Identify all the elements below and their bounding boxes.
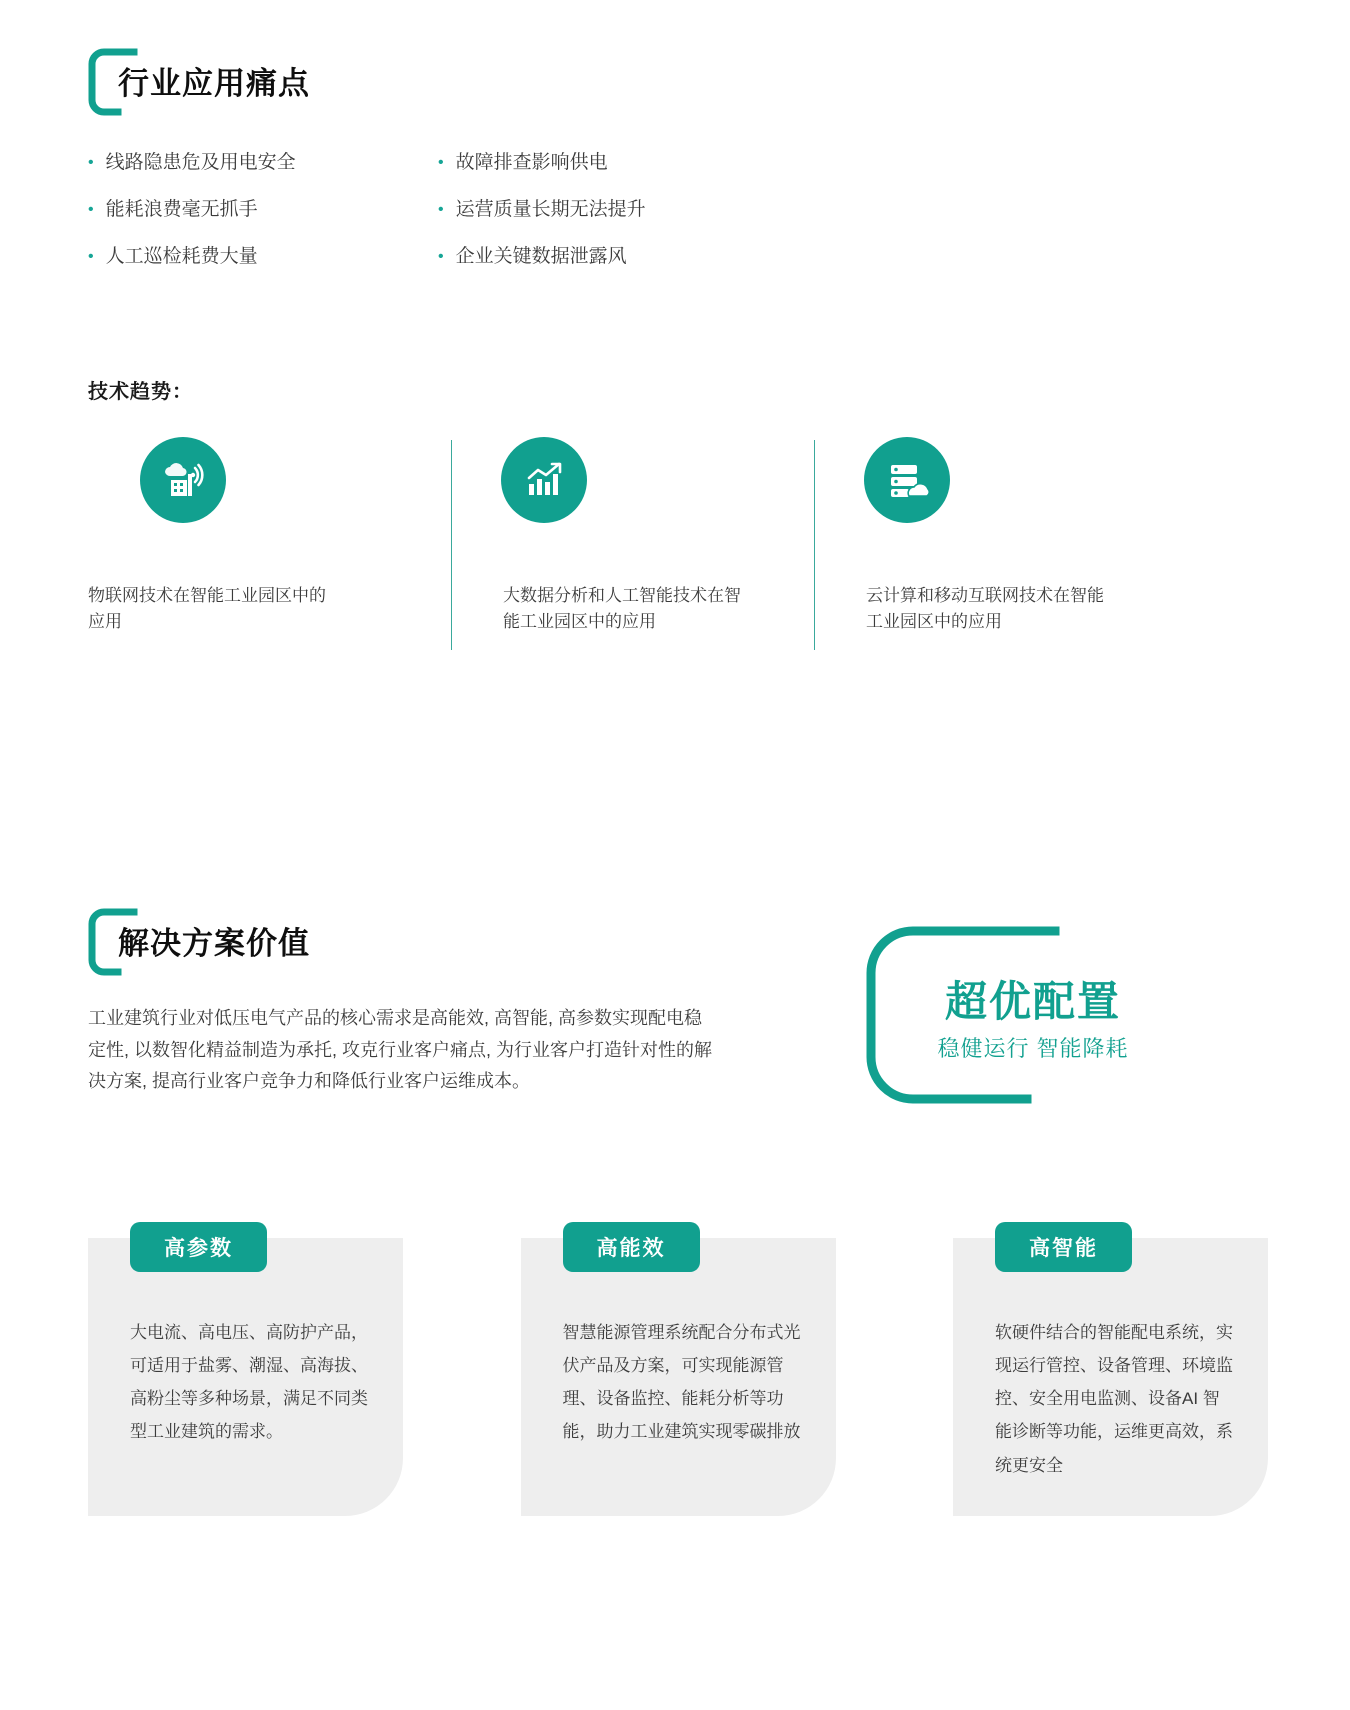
page-title: 行业应用痛点 bbox=[118, 65, 310, 101]
list-item bbox=[438, 246, 788, 269]
card-tab-label: 高智能 bbox=[995, 1222, 1132, 1272]
value-card-2 bbox=[521, 1238, 836, 1516]
iot-factory-icon bbox=[140, 437, 226, 523]
bracket-icon bbox=[88, 48, 140, 116]
badge bbox=[918, 978, 1148, 1063]
bar-chart-growth-icon bbox=[501, 437, 587, 523]
tech-trend-list bbox=[88, 437, 1268, 636]
painpoints-column-right bbox=[438, 152, 788, 292]
list-item-label: 故障排查影响供电 bbox=[455, 152, 608, 173]
card-tab-label: 高能效 bbox=[563, 1222, 700, 1272]
solution-paragraph: 工业建筑行业对低压电气产品的核心需求是高能效, 高智能, 高参数实现配电稳定性, 以数智化精益制造为承托, 攻克行业客户痛点, 为行业客户打造针对性的解决方案, 提高行业客户竞争力和降低行业客户运维成本。 bbox=[88, 1008, 713, 1091]
solution-heading bbox=[88, 908, 310, 976]
bracket-icon bbox=[88, 908, 140, 976]
bullet-dot-icon: • bbox=[438, 200, 444, 218]
list-item-label: 企业关键数据泄露风 bbox=[455, 245, 627, 267]
tech-trend-label-3: 云计算和移动互联网技术在智能工业园区中的应用 bbox=[866, 586, 1104, 632]
list-item bbox=[88, 199, 438, 222]
bullet-dot-icon: • bbox=[88, 200, 94, 218]
list-item-label: 能耗浪费毫无抓手 bbox=[105, 198, 258, 220]
tech-trend-item-3 bbox=[814, 437, 1177, 636]
cloud-server-icon bbox=[864, 437, 950, 523]
painpoints-heading bbox=[88, 48, 310, 116]
list-item-label: 运营质量长期无法提升 bbox=[455, 198, 646, 220]
bullet-dot-icon: • bbox=[438, 154, 444, 171]
card-body-text: 大电流、高电压、高防护产品，可适用于盐雾、潮湿、高海拔、高粉尘等多种场景，满足不同类型工业建筑的需求。 bbox=[130, 1323, 368, 1442]
painpoints-column-left bbox=[88, 152, 438, 292]
list-item bbox=[438, 199, 788, 222]
bullet-dot-icon: • bbox=[88, 154, 94, 171]
painpoints-list bbox=[88, 152, 788, 292]
tech-trend-item-1 bbox=[88, 437, 451, 636]
bullet-dot-icon: • bbox=[88, 247, 94, 265]
value-cards bbox=[88, 1238, 1268, 1516]
card-body-text: 智慧能源管理系统配合分布式光伏产品及方案，可实现能源管理、设备监控、能耗分析等功能，助力工业建筑实现零碳排放 bbox=[562, 1323, 801, 1442]
list-item-label: 线路隐患危及用电安全 bbox=[105, 152, 296, 173]
bullet-dot-icon: • bbox=[438, 247, 444, 265]
list-item bbox=[88, 152, 438, 175]
tech-trend-label: 技术趋势： bbox=[88, 381, 193, 403]
divider bbox=[451, 440, 452, 650]
tech-trend-item-2 bbox=[451, 437, 814, 636]
badge-title: 超优配置 bbox=[944, 978, 1121, 1025]
card-body-text: 软硬件结合的智能配电系统，实现运行管控、设备管理、环境监控、安全用电监测、设备AI 智能诊断等功能，运维更高效，系统更安全 bbox=[995, 1323, 1233, 1475]
badge-subtitle: 稳健运行 智能降耗 bbox=[937, 1036, 1129, 1062]
divider bbox=[814, 440, 815, 650]
card-tab-label: 高参数 bbox=[130, 1222, 267, 1272]
list-item bbox=[438, 152, 788, 175]
value-card-3 bbox=[953, 1238, 1268, 1516]
tech-trend-label-1: 物联网技术在智能工业园区中的应用 bbox=[88, 586, 326, 632]
value-card-1 bbox=[88, 1238, 403, 1516]
section-title: 解决方案价值 bbox=[118, 925, 310, 961]
tech-trend-label-2: 大数据分析和人工智能技术在智能工业园区中的应用 bbox=[503, 586, 741, 632]
list-item-label: 人工巡检耗费大量 bbox=[105, 245, 258, 267]
list-item bbox=[88, 246, 438, 269]
